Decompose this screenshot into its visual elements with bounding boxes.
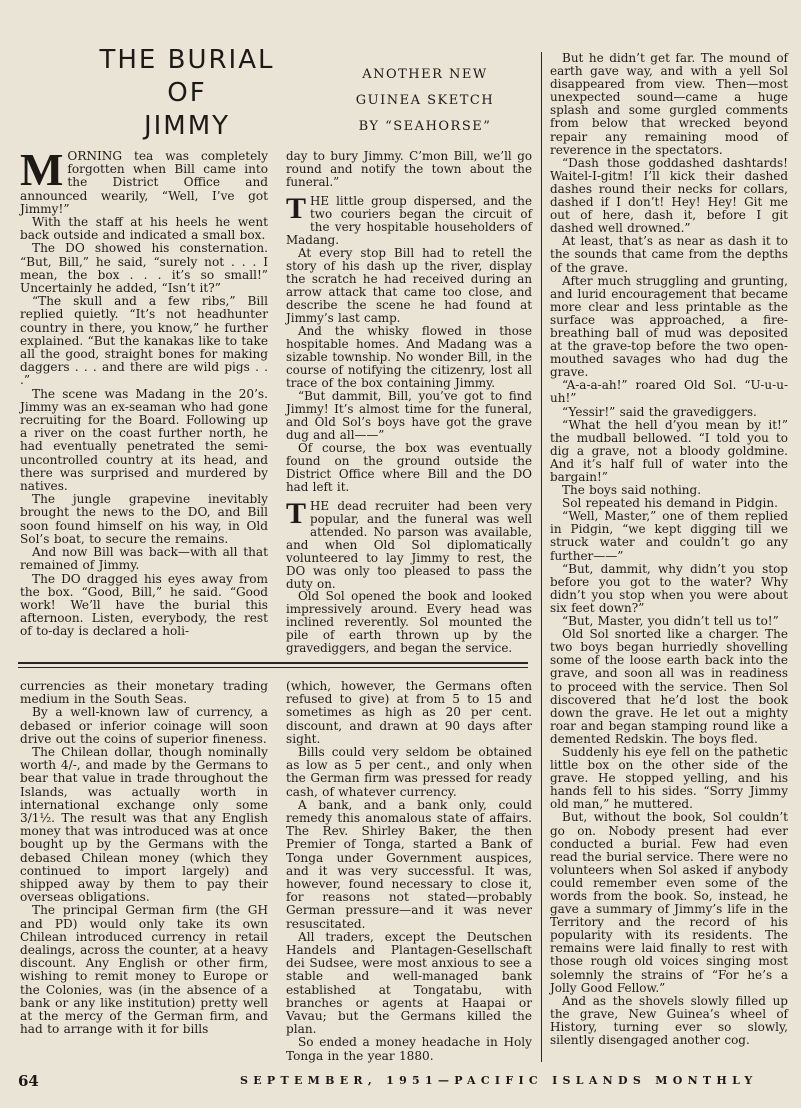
section-divider — [18, 662, 528, 664]
paragraph: Old Sol snorted like a charger. The two boys began hurriedly shovelling some of the loose earth back into the grave, and soon all was in readiness to proceed with the service. Then Sol discovered that he’d lost the book down the grave. He let out a mighty roar and began stamping round like a demented Redskin. The boys fled. — [550, 627, 788, 746]
paragraph: “A-a-a-ah!” roared Old Sol. “U-u-u-uh!” — [550, 378, 788, 406]
drop-cap: T — [286, 191, 307, 225]
paragraph: After much struggling and grunting, and lurid encouragement that became more clear and less printable as the surface was approached, a fire-breathing ball of mud was deposited at the grave-top before the two open-mouthed savages who had dug the grave. — [550, 273, 788, 380]
paragraph: (which, however, the Germans often refused to give) at from 5 to 15 and sometimes as high as 20 per cent. discount, and drawn at 90 days after sight. — [286, 679, 532, 746]
paragraph: But he didn’t get far. The mound of earth gave way, and with a yell Sol disappeared from view. Then—most unexpected sound—came a huge splash and some gurgled comments from below that wrecked beyond repair any remaining mood of reverence in the spectators. — [550, 51, 788, 157]
article-column-2 — [286, 150, 532, 655]
paragraph: All traders, except the Deutschen Handels and Plantagen-Gesellschaft dei Sudsee, were most anxious to see a stable and well-managed bank established at Tongatabu, with branches or agents at Haapai or Vavau; but the Germans killed the plan. — [286, 929, 532, 1037]
paragraph: The jungle grapevine inevitably brought the news to the DO, and Bill soon found himself on his way, in Old Sol’s boat, to secure the remains. — [20, 492, 268, 546]
paragraph: And as the shovels slowly filled up the grave, New Guinea’s wheel of History, turning ever so slowly, silently disengaged another cog. — [550, 993, 788, 1048]
drop-cap: M — [20, 144, 64, 195]
paragraph: “What the hell d’you mean by it!” the mudball bellowed. “I told you to dig a grave, not a bloody goldmine. And it’s half full of water into the bargain!” — [550, 417, 788, 484]
lead-paragraph — [20, 144, 268, 216]
paragraph: “But, Master, you didn’t tell us to!” — [562, 614, 779, 629]
article-column-3 — [550, 52, 788, 1047]
section-lead-paragraph — [286, 191, 532, 247]
lead-text: ORNING tea was completely forgotten when Bill came into the District Office and announced wearily, “Well, I’ve got Jimmy!” — [20, 149, 268, 216]
paragraph: Old Sol opened the book and looked impressively around. Every head was inclined reverently. Sol mounted the pile of earth thrown up by the gravediggers, and began the service. — [286, 589, 532, 656]
paragraph: currencies as their monetary trading medium in the South Seas. — [20, 679, 268, 707]
paragraph: “Well, Master,” one of them replied in Pidgin, “we kept digging till we struck water and couldn’t go any further——” — [550, 509, 788, 563]
paragraph: The DO dragged his eyes away from the box. “Good, Bill,” he said. “Good work! We’ll have the burial this afternoon. Listen, everybody, the rest of to-day is declared a holi- — [20, 571, 268, 639]
lower-column-2 — [286, 680, 532, 1063]
page-footer — [18, 1072, 786, 1096]
title-line: JIMMY — [143, 111, 231, 141]
paragraph: At least, that’s as near as dash it to the sounds that came from the depths of the grave. — [550, 234, 788, 275]
section-lead-text: HE dead recruiter had been very popular, and the funeral was well attended. No parson was available, and when Old Sol diplomatically volunteered to lay Jimmy to rest, the DO was only too pleased to pass the duty on. — [286, 498, 532, 591]
paragraph: The boys said nothing. — [562, 483, 702, 498]
paragraph: The DO showed his consternation. “But, Bill,” he said, “surely not . . . I mean, the box . . . it’s so small!” Uncertainly he added, “Isn’t it?” — [20, 241, 268, 296]
paragraph: “But, dammit, why didn’t you stop before you got to the water? Why didn’t you stop when you were about six feet down?” — [550, 561, 788, 615]
lower-column-1 — [20, 680, 268, 1036]
article-subtitle — [316, 62, 534, 140]
paragraph: And the whisky flowed in those hospitable homes. And Madang was a sizable township. No wonder Bill, in the course of notifying the citizenry, lost all trace of the box containing Jimmy. — [286, 323, 532, 390]
paragraph: The principal German firm (the GH and PD) would only take its own Chilean introduced currency in retail dealings, across the counter, at a heavy discount. Any English or other firm, wishing to remit money to Europe or the Colonies, was (in the absence of a bank or any like institution) pretty well at the mercy of the German firm, and had to arrange with it for bills — [20, 903, 268, 1037]
section-divider — [18, 667, 528, 668]
section-lead-text: HE little group dispersed, and the two couriers began the circuit of the very hospitable householders of Madang. — [286, 193, 532, 247]
page-number: 64 — [18, 1072, 39, 1090]
title-line: THE BURIAL — [99, 45, 275, 75]
paragraph: day to bury Jimmy. C’mon Bill, we’ll go round and notify the town about the funeral.” — [286, 149, 532, 189]
drop-cap: T — [286, 496, 307, 530]
column-divider — [541, 52, 542, 1062]
paragraph: A bank, and a bank only, could remedy this anomalous state of affairs. The Rev. Shirley Baker, the then Premier of Tonga, started a Bank of Tonga under Government auspices, and it was very successful. It was, however, found necessary to close it, for reasons not stated—probably German pressure—and it was never resuscitated. — [286, 797, 532, 931]
paragraph: “Dash those goddashed dashtards! Waitel-I-gitm! I’ll kick their dashed dashes round their necks for collars, dashed if I don’t! Hey! Hey! Git me out of here, dash it, before I git dashed well drowned.” — [550, 155, 788, 236]
title-line: OF — [167, 78, 207, 108]
paragraph: But, without the book, Sol couldn’t go on. Nobody present had ever conducted a burial. Few had even read the burial service. There were no volunteers when Sol asked if anybody could remember even some of the words from the book. So, instead, he gave a summary of Jimmy’s life in the Territory and the record of his popularity with its residents. The remains were laid finally to rest with those rough old voices singing most solemnly the strains of “For he’s a Jolly Good Fellow.” — [550, 810, 788, 995]
paragraph: Of course, the box was eventually found on the ground outside the District Office where Bill and the DO had left it. — [286, 440, 532, 494]
paragraph: Suddenly his eye fell on the pathetic little box on the other side of the grave. He stopped yelling, and his hands fell to his sides. “Sorry Jimmy old man,” he muttered. — [550, 744, 788, 812]
running-foot: SEPTEMBER, 1951—PACIFIC ISLANDS MONTHLY — [240, 1074, 758, 1087]
paragraph: Sol repeated his demand in Pidgin. — [562, 496, 778, 511]
article-column-1 — [20, 144, 268, 639]
paragraph: At every stop Bill had to retell the story of his dash up the river, display the scratch he had received during an arrow attack that came too close, and describe the scene he had found at Jimmy’s last camp. — [286, 245, 532, 325]
paragraph: And now Bill was back—with all that remained of Jimmy. — [20, 545, 268, 573]
section-lead-paragraph — [286, 496, 532, 591]
paragraph: With the staff at his heels he went back outside and indicated a small box. — [20, 215, 268, 243]
paragraph: “Yessir!” said the gravediggers. — [562, 404, 757, 419]
paragraph: The scene was Madang in the 20’s. Jimmy was an ex-seaman who had gone recruiting for the Board. Following up a river on the coast further north, he had eventually penetrated the semi-uncontrolled country at its head, and there was surprised and murdered by natives. — [20, 386, 268, 494]
paragraph: “The skull and a few ribs,” Bill replied quietly. “It’s not headhunter country in there, you know,” he further explained. “But the kanakas like to take all the good, straight bones for making daggers . . . and there are wild pigs . . .” — [20, 294, 268, 388]
paragraph: By a well-known law of currency, a debased or inferior coinage will soon drive out the coins of superior fineness. — [20, 705, 268, 746]
subtitle-line: ANOTHER NEW — [362, 67, 488, 82]
paragraph: So ended a money headache in Holy Tonga in the year 1880. — [286, 1035, 532, 1063]
article-title — [78, 44, 296, 143]
paragraph: “But dammit, Bill, you’ve got to find Jimmy! It’s almost time for the funeral, and Old Sol’s boys have got the grave dug and all——” — [286, 388, 532, 442]
subtitle-line: GUINEA SKETCH — [355, 93, 495, 108]
paragraph: Bills could very seldom be obtained as low as 5 per cent., and only when the German firm was pressed for ready cash, of whatever currency. — [286, 745, 532, 799]
paragraph: The Chilean dollar, though nominally worth 4/-, and made by the Germans to bear that value in trade throughout the Islands, was actually worth in international exchange only some 3/1½. The result was that any English money that was introduced was at once bought up by the Germans with the debased Chilean money (which they continued to import largely) and shipped away by them to pay their overseas obligations. — [20, 745, 268, 905]
subtitle-line: BY “SEAHORSE” — [358, 119, 492, 134]
